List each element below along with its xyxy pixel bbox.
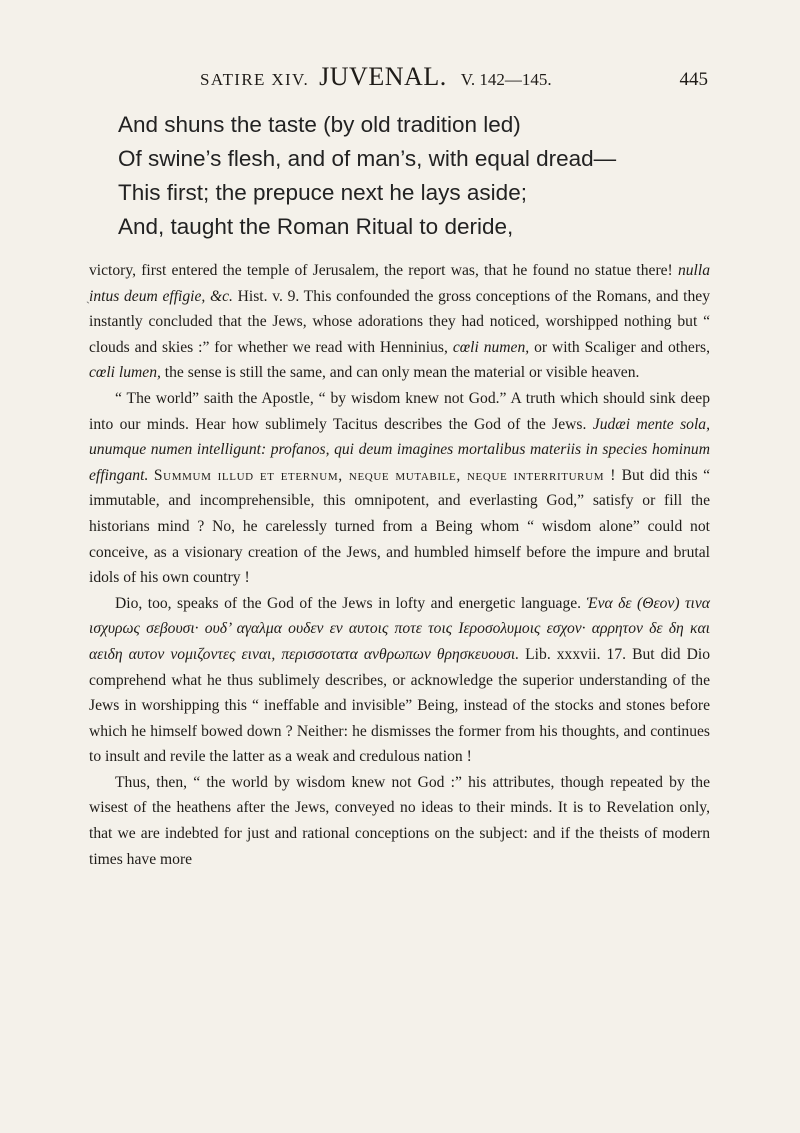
margin-mark: ˎ <box>86 290 90 304</box>
commentary <box>89 258 710 872</box>
text-run: Hist. v. 9. This confounded the gross conceptions of the Romans, and they instantly concluded that the Jews, whose adorations they had noticed, worshipped nothing but “ clouds and skies :” for whether we read with Henninius, <box>89 287 710 356</box>
verse-line: And shuns the taste (by old tradition led) <box>118 112 521 137</box>
text-run: victory, first entered the temple of Jerusalem, the report was, that he found no statue there! <box>89 262 678 279</box>
verse-line: This first; the prepuce next he lays aside; <box>118 180 527 205</box>
text-run: Dio, too, speaks of the God of the Jews in lofty and energetic language. <box>115 594 587 612</box>
paragraph-4: Thus, then, “ the world by wisdom knew not God :” his attributes, though repeated by the wisest of the heathens after the Jews, conveyed no ideas to their minds. It is to Revelation only, that we are indebted for just and rational conceptions on the subject: and if the theists of modern times have more <box>89 773 710 868</box>
latin-quote: cœli numen, <box>452 338 530 356</box>
paragraph-3 <box>89 591 710 770</box>
text-run: But did this “ immutable, and incomprehensible, this omnipotent, and everlasting God,” satisfy or fill the historians mind ? No, he carelessly turned from a Being whom “ wisdom alone” could not conceive, as a visionary creation of the Jews, and humbled himself before the impure and brutal idols of his own country ! <box>89 466 710 587</box>
satire-number: SATIRE XIV. <box>200 70 310 89</box>
text-run: or with Scaliger and others, <box>529 338 710 356</box>
text-run: “ The world” saith the Apostle, “ by wisdom knew not God.” A truth which should sink deep into our minds. Hear how sublimely Tacitus describes the God of the Jews. <box>89 389 710 433</box>
latin-quote: cœli lumen, <box>89 364 161 382</box>
header-left <box>200 62 552 92</box>
paragraph-2 <box>89 386 710 591</box>
author-name: JUVENAL. <box>319 62 447 91</box>
greek-quote: Ἑνα δε (Θεον) τινα ισχυρως σεβουσι· ουδ’ αγαλμα ουδεν εν αυτοις ποτε τοις Ιεροσολυμοις εσχον· αρρητον δε δη και αειδη αυτον νομιζοντες ειναι, περισσοτατα ανθρωπων θρησκευουσι. <box>89 594 710 663</box>
text-run: the sense is still the same, and can only mean the material or visible heaven. <box>160 364 640 382</box>
small-caps-quote: Summum illud et eternum, neque mutabile, neque interriturum ! <box>153 466 617 484</box>
page-number: 445 <box>679 69 708 90</box>
verse-line: And, taught the Roman Ritual to deride, <box>118 214 514 239</box>
paragraph-1 <box>89 258 710 386</box>
verse-reference: V. 142—145. <box>460 70 552 89</box>
latin-quote: nulla intus deum effigie, &c. <box>89 262 710 305</box>
latin-quote: Judæi mente sola, unumque numen intelligunt: profanos, qui deum imagines mortalibus materiis in species hominum effingant. <box>89 415 710 484</box>
verse-block <box>118 108 720 244</box>
text-run: Lib. xxxvii. 17. But did Dio comprehend what he thus sublimely describes, or acknowledge the superior understanding of the Jews in worshipping this “ ineffable and invisible” Being, instead of the stocks and stones before which he himself bowed down ? Neither: he dismisses the former from his thoughts, and continues to insult and revile the latter as a weak and credulous nation ! <box>89 645 710 766</box>
verse-line: Of swine’s flesh, and of man’s, with equal dread— <box>118 146 617 171</box>
running-header <box>200 62 708 92</box>
